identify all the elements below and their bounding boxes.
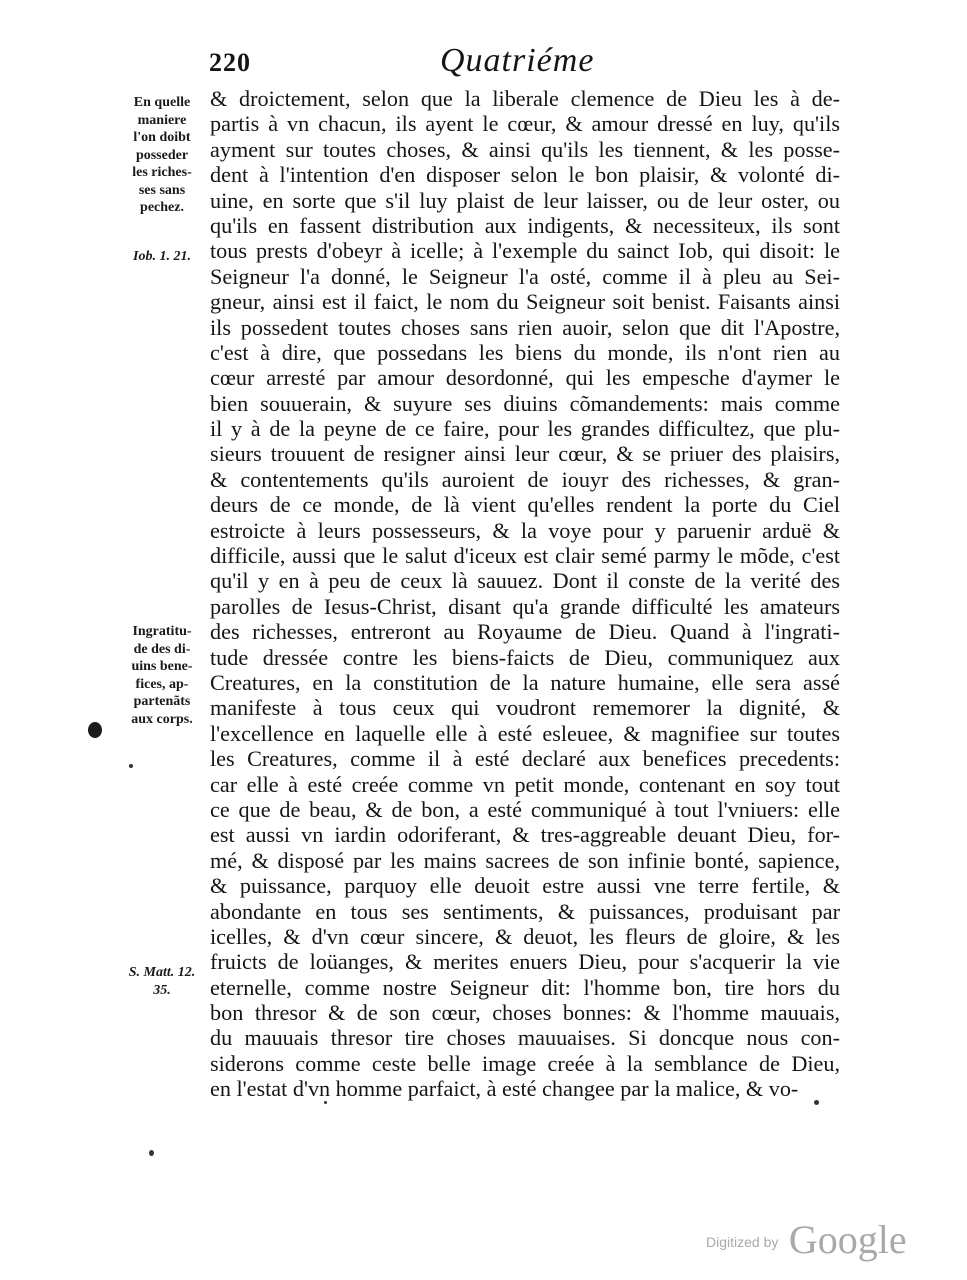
- text-line: deurs de ce monde, de là vient qu'elles rendent la porte du Ciel: [210, 492, 840, 518]
- text-line: & puissance, parquoy elle deuoit estre aussi vne terre fertile, &: [210, 873, 840, 899]
- running-head: Quatriéme: [440, 42, 595, 79]
- google-logo: Google: [788, 1217, 907, 1262]
- text-line: est aussi vn iardin odoriferant, & tres-aggreable deuant Dieu, for-: [210, 822, 840, 848]
- text-line: parolles de Iesus-Christ, disant qu'a grande difficulté les amateurs: [210, 593, 840, 619]
- margin-note-matthew: [116, 964, 208, 999]
- margin-note-line: fices, ap-: [135, 676, 189, 692]
- margin-note-line: les riches-: [132, 165, 192, 180]
- text-line: bon thresor & de son cœur, choses bonnes: & l'homme mauuais,: [210, 1000, 840, 1026]
- text-line: uine, en sorte que s'il luy plaist de leur laisser, ou de leur oster, ou: [210, 187, 840, 213]
- margin-note-possession: [116, 94, 208, 217]
- body-text: [210, 86, 840, 1102]
- text-line: dent à l'intention d'en disposer selon le bon plaisir, & volonté di-: [210, 162, 840, 188]
- text-line: abondante en tous ses sentiments, & puissances, produisant par: [210, 898, 840, 924]
- text-line: Creatures, en la constitution de la nature humaine, elle sera assé: [210, 669, 840, 695]
- margin-note-line: ses sans: [138, 182, 186, 198]
- text-line: & contentements qu'ils auroient de iouyr des richesses, & gran-: [210, 466, 840, 492]
- text-line: il y à de la peyne de ce faire, pour les grandes difficultez, que plu-: [210, 416, 840, 442]
- margin-note-line: l'on doibt: [133, 130, 191, 145]
- text-line: manifeste à tous ceux qui voudront rememorer la dignité, &: [210, 695, 840, 721]
- text-line: tude dressée contre les biens-faicts de Dieu, communiquez aux: [210, 644, 840, 670]
- margin-note-line: aux corps.: [131, 711, 193, 727]
- margin-note-line: partenãts: [133, 694, 191, 709]
- page-number: 220: [209, 48, 251, 77]
- text-line: sieurs trouuent de resigner ainsi leur cœur, & se priuer des plaisirs,: [210, 441, 840, 467]
- text-line: estroicte à leurs possesseurs, & la voye pour y paruenir arduë &: [210, 517, 840, 543]
- margin-note-line: 35.: [153, 982, 171, 998]
- margin-note-line: pechez.: [140, 200, 184, 215]
- text-line: qu'ils en fassent distribution aux indigents, & necessiteux, ils sont: [210, 212, 840, 238]
- margin-note-ingratitude: [116, 623, 208, 728]
- ink-speck: [149, 1150, 154, 1156]
- text-line: gneur, ainsi est il faict, le nom du Seigneur soit benist. Faisants ainsi: [210, 289, 840, 315]
- text-line: les Creatures, comme il à esté declaré aux benefices precedents:: [210, 746, 840, 772]
- margin-note-line: uins bene-: [131, 659, 193, 674]
- text-line: ayment sur toutes choses, & ainsi qu'ils les tiennent, & les posse-: [210, 136, 840, 162]
- text-line: qu'il y en à peu de ceux là sauuez. Dont il conste de la verité des: [210, 568, 840, 594]
- margin-note-line: S. Matt. 12.: [128, 965, 196, 980]
- ink-blot: [88, 722, 102, 738]
- margin-note-line: de des di-: [133, 641, 191, 657]
- text-line: l'excellence en laquelle elle à esté esleuee, & magnifiee sur toutes: [210, 720, 840, 746]
- margin-note-line: maniere: [137, 112, 187, 128]
- text-line: car elle à esté creée comme vn petit monde, contenant en soy tout: [210, 771, 840, 797]
- text-line: des richesses, entreront au Royaume de Dieu. Quand à l'ingrati-: [210, 619, 840, 645]
- text-line: partis à vn chacun, ils ayent le cœur, & amour dressé en luy, qu'ils: [210, 111, 840, 137]
- text-line: ils possedent toutes choses sans rien auoir, selon que dit l'Apostre,: [210, 314, 840, 340]
- text-line: bien souuerain, & suyure ses diuins cõmandements: mais comme: [210, 390, 840, 416]
- margin-note-line: Iob. 1. 21.: [133, 249, 191, 264]
- text-line: icelles, & d'vn cœur sincere, & deuot, les fleurs de gloire, & les: [210, 923, 840, 949]
- google-watermark: [706, 1216, 907, 1263]
- text-line: difficile, aussi que le salut d'iceux est clair semé parmy le mõde, c'est: [210, 543, 840, 569]
- text-line: eternelle, comme nostre Seigneur dit: l'homme bon, tire hors du: [210, 974, 840, 1000]
- text-line: Seigneur l'a donné, le Seigneur l'a osté, comme il à pleu au Sei-: [210, 263, 840, 289]
- margin-note-line: En quelle: [133, 95, 191, 110]
- margin-note-line: posseder: [135, 147, 189, 163]
- text-line: mé, & disposé par les mains sacrees de son infinie bonté, sapience,: [210, 847, 840, 873]
- margin-note-line: Ingratitu-: [132, 624, 192, 639]
- text-line: du mauuais thresor tire choses mauuaises. Si doncque nous con-: [210, 1025, 840, 1051]
- text-line: & droictement, selon que la liberale clemence de Dieu les à de-: [210, 86, 840, 111]
- text-line: c'est à dire, que possedans les biens du monde, ils n'ont rien au: [210, 339, 840, 365]
- text-line: en l'estat d'vn homme parfaict, à esté changee par la malice, & vo-: [210, 1076, 799, 1102]
- ink-speck: [129, 764, 133, 768]
- text-line: siderons comme ceste belle image creée à la semblance de Dieu,: [210, 1050, 840, 1076]
- text-line: cœur arresté par amour desordonné, qui les empesche d'aymer le: [210, 365, 840, 391]
- text-line: tous prests d'obeyr à icelle; à l'exemple du sainct Iob, qui disoit: le: [210, 238, 840, 264]
- margin-note-job: [116, 248, 208, 266]
- text-line: ce que de beau, & de bon, a esté communiqué à tout l'vniuers: elle: [210, 796, 840, 822]
- text-line: fruicts de loüanges, & merites enuers Dieu, pour s'acquerir la vie: [210, 949, 840, 975]
- watermark-prefix: Digitized by: [706, 1234, 779, 1250]
